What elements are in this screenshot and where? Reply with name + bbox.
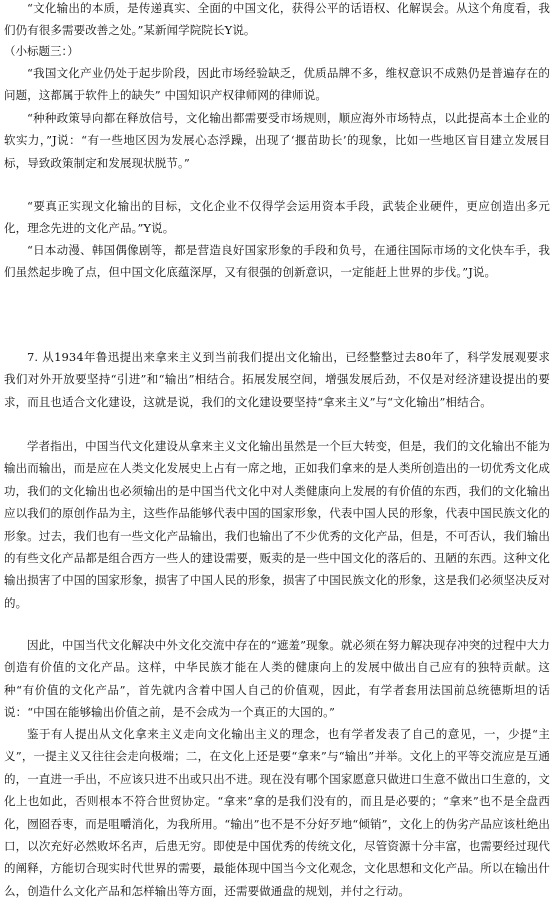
question-7-paragraph-therefore: 因此，中国当代文化解决中外文化交流中存在的“遮羞”现象。就必须在努力解决现存冲突的过程中大力创造有价值的文化产品。这样，中华民族才能在人类的健康向上的发展中做出自己应有的独特贡献。这种“有价值的文化产品”，首先就内含着中国人自己的价值观，因此，有学者套用法国前总统德斯坦的话说：“中国在能够输出价值之前，是不会成为一个真正的大国的。” — [4, 638, 550, 720]
quote-paragraph-policy: “种种政策导向都在释放信号，文化输出都需要受市场规则，顺应海外市场特点，以此提高本土企业的软实力，”J说：“有一些地区因为发展心态浮躁，出现了‘揠苗助长’的现象，比如一些地区盲目建立发展目标，导致政策制定和发展现状脱节。” — [4, 111, 550, 170]
quote-paragraph-dean: “文化输出的本质，是传递真实、全面的中国文化，获得公平的话语权、化解误会。从这个角度看，我们仍有很多需要改善之处。”某新闻学院院长Y说。 — [4, 1, 550, 38]
quote-paragraph-lawyer: “我国文化产业仍处于起步阶段，因此市场经验缺乏，优质品牌不多，维权意识不成熟仍是普遍存在的问题，这都属于软件上的缺失” 中国知识产权律师网的律师说。 — [4, 66, 550, 103]
quote-paragraph-products: “要真正实现文化输出的目标，文化企业不仅得学会运用资本手段，武装企业硬件，更应创造出多元化，理念先进的文化产品。”Y说。 — [4, 199, 550, 236]
quote-paragraph-japan-korea: “日本动漫、韩国偶像剧等，都是营造良好国家形象的手段和负号，在通往国际市场的文化快车手，我们虽然起步晚了点，但中国文化底蕴深厚，又有很强的创新意识，一定能赶上世界的步伐。”J说。 — [4, 243, 550, 280]
question-7-paragraph-intro: 7. 从1934年鲁迅提出来拿来主义到当前我们提出文化输出，已经整整过去80年了，科学发展观要求我们对外开放要坚持“引进”和“输出”相结合。拓展发展空间，增强发展后劲，不仅是对经济建设提出的要求，而且也适合文化建设，这就是说，我们的文化建设要坚持“拿来主义”与“文化输出”相结合。 — [4, 350, 550, 409]
question-7-paragraph-scholars: 学者指出，中国当代文化建设从拿来主义文化输出虽然是一个巨大转变，但是，我们的文化输出不能为输出而输出，而是应在人类文化发展史上占有一席之地，正如我们拿来的是人类所创造出的一切优秀文化成功，我们的文化输出也必须输出的是中国当代文化中对人类健康向上发展的有价值的东西，我们的文化输出应以我们的原创作品为主，这些作品能够代表中国的国家形象，代表中国人民的形象，代表中国民族文化的形象。过去，我们也有一些文化产品输出，我们也输出了不少优秀的文化产品，但是，不可否认，我们输出的有些文化产品都是组合西方一些人的建设需要，贩卖的是一些中国文化的落后的、丑陋的东西。这种文化输出损害了中国的国家形象，损害了中国人民的形象，损害了中国民族文化的形象，这是我们必须坚决反对的。 — [4, 439, 550, 610]
question-7-paragraph-proposals: 鉴于有人提出从文化拿来主义走向文化输出主义的理念，也有学者发表了自己的意见，一，少提“主义”，一提主义又往往会走向极端；二，在文化上还是要“拿来”与“输出”并举。文化上的平等交流应是互通的，一直进一手出，不应该只进不出或只出不进。现在没有哪个国家愿意只做进口生意不做出口生意的，文化上也如此，否则根本不符合世贸协定。“拿来”拿的是我们没有的，而且是必要的；“拿来”也不是全盘西化，囫囵吞枣，而是咀嚼消化，为我所用。“输出”也不是不分好歹地“倾销”，文化上的伪劣产品应该杜绝出口，以次充好必然败坏名声，后患无穷。即使是中国优秀的传统文化，尽管资源十分丰富，也需要经过现代的阐释，方能切合现实时代世界的需要，最能体现中国当今文化观念，文化思想和文化产品。所以在输出什么，创造什么文化产品和怎样输出等方面，还需要做通盘的规划，并付之行动。 — [4, 727, 550, 898]
subheading-three: （小标题三：） — [4, 44, 79, 58]
